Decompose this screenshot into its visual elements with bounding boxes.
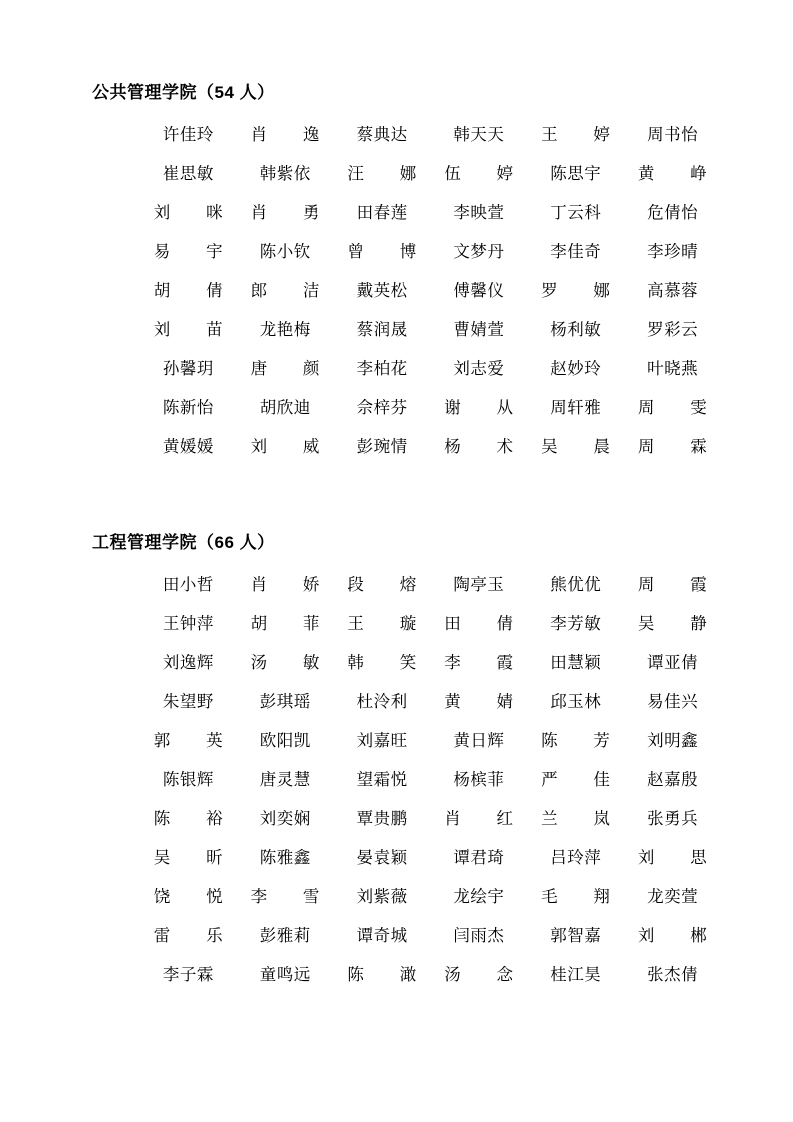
name-cell: 黄日辉 <box>453 731 505 750</box>
name-cell: 韩紫依 <box>259 164 311 183</box>
name-cell: 陈芳 <box>541 731 611 750</box>
name-cell: 胡欣迪 <box>259 398 311 417</box>
indent-cell <box>92 760 140 799</box>
table-row <box>92 916 721 955</box>
name-cell: 黄峥 <box>637 164 708 183</box>
name-cell: 唐灵慧 <box>259 770 311 789</box>
name-cell: 覃贵鹏 <box>356 809 408 828</box>
name-cell: 田小哲 <box>162 575 214 594</box>
name-cell: 危倩怡 <box>647 203 699 222</box>
name-cell: 黄媛媛 <box>162 437 214 456</box>
name-cell: 王钟萍 <box>162 614 214 633</box>
name-cell: 彭琪瑶 <box>259 692 311 711</box>
name-cell: 刘志爱 <box>453 359 505 378</box>
name-cell: 吴晨 <box>541 437 611 456</box>
indent-cell <box>92 799 140 838</box>
name-cell: 周轩雅 <box>550 398 602 417</box>
indent-cell <box>92 682 140 721</box>
name-cell: 周书怡 <box>647 125 699 144</box>
name-cell: 孙馨玥 <box>162 359 214 378</box>
name-cell: 刘嘉旺 <box>356 731 408 750</box>
name-cell: 傅馨仪 <box>453 281 505 300</box>
name-cell: 丁云科 <box>550 203 602 222</box>
name-cell: 田慧颖 <box>550 653 602 672</box>
table-row <box>92 760 721 799</box>
table-row <box>92 643 721 682</box>
name-cell: 陈思宇 <box>550 164 602 183</box>
name-cell: 李子霖 <box>162 965 214 984</box>
name-cell: 龙绘宇 <box>453 887 505 906</box>
name-cell: 陈裕 <box>153 809 224 828</box>
name-cell: 汪娜 <box>347 164 417 183</box>
table-row <box>92 721 721 760</box>
table-row <box>92 427 721 466</box>
name-cell: 杨利敏 <box>550 320 602 339</box>
table-row <box>92 799 721 838</box>
name-cell: 望霜悦 <box>356 770 408 789</box>
name-cell: 杨槟菲 <box>453 770 505 789</box>
indent-cell <box>92 916 140 955</box>
table-row <box>92 310 721 349</box>
name-cell: 肖娇 <box>250 575 320 594</box>
table-row <box>92 877 721 916</box>
name-cell: 郭英 <box>153 731 224 750</box>
name-cell: 佘梓芬 <box>356 398 408 417</box>
name-cell: 李柏花 <box>356 359 408 378</box>
name-cell: 易佳兴 <box>647 692 699 711</box>
name-cell: 王璇 <box>347 614 417 633</box>
name-cell: 肖勇 <box>250 203 320 222</box>
section-engineering-management <box>92 528 721 994</box>
name-cell: 蔡润晟 <box>356 320 408 339</box>
table-row <box>92 154 721 193</box>
indent-cell <box>92 604 140 643</box>
table-row <box>92 838 721 877</box>
name-cell: 刘苗 <box>153 320 224 339</box>
indent-cell <box>92 193 140 232</box>
name-cell: 欧阳凯 <box>259 731 311 750</box>
name-cell: 陈银辉 <box>162 770 214 789</box>
name-cell: 文梦丹 <box>453 242 505 261</box>
name-cell: 段熔 <box>347 575 417 594</box>
name-cell: 罗娜 <box>541 281 611 300</box>
name-cell: 郎洁 <box>250 281 320 300</box>
table-row <box>92 349 721 388</box>
indent-cell <box>92 271 140 310</box>
indent-cell <box>92 643 140 682</box>
table-row <box>92 604 721 643</box>
name-cell: 刘咪 <box>153 203 224 222</box>
table-row <box>92 682 721 721</box>
indent-cell <box>92 388 140 427</box>
name-cell: 曹婧萱 <box>453 320 505 339</box>
indent-cell <box>92 232 140 271</box>
name-cell: 叶晓燕 <box>647 359 699 378</box>
name-cell: 陈雅鑫 <box>259 848 311 867</box>
name-cell: 桂江昊 <box>550 965 602 984</box>
name-cell: 许佳玲 <box>162 125 214 144</box>
name-cell: 肖逸 <box>250 125 320 144</box>
name-cell: 陶亭玉 <box>453 575 505 594</box>
name-cell: 饶悦 <box>153 887 224 906</box>
name-cell: 陈小钦 <box>259 242 311 261</box>
name-cell: 闫雨杰 <box>453 926 505 945</box>
name-cell: 吴静 <box>637 614 708 633</box>
name-cell: 李佳奇 <box>550 242 602 261</box>
name-cell: 朱望野 <box>162 692 214 711</box>
indent-cell <box>92 310 140 349</box>
table-row <box>92 193 721 232</box>
name-cell: 汤敏 <box>250 653 320 672</box>
name-cell: 王婷 <box>541 125 611 144</box>
name-cell: 谭亚倩 <box>647 653 699 672</box>
name-cell: 刘思 <box>637 848 708 867</box>
indent-cell <box>92 838 140 877</box>
name-cell: 周霞 <box>637 575 708 594</box>
name-table-body <box>92 115 721 466</box>
name-table <box>92 565 721 994</box>
name-cell: 谭奇城 <box>356 926 408 945</box>
name-cell: 胡菲 <box>250 614 320 633</box>
name-cell: 李雪 <box>250 887 320 906</box>
name-cell: 张杰倩 <box>647 965 699 984</box>
name-cell: 赵嘉殷 <box>647 770 699 789</box>
indent-cell <box>92 955 140 994</box>
table-row <box>92 565 721 604</box>
name-cell: 周雯 <box>637 398 708 417</box>
section-spacer <box>92 466 721 528</box>
name-cell: 童鸣远 <box>259 965 311 984</box>
name-cell: 龙奕萱 <box>647 887 699 906</box>
name-cell: 易宇 <box>153 242 224 261</box>
indent-cell <box>92 565 140 604</box>
name-cell: 唐颜 <box>250 359 320 378</box>
name-cell: 肖红 <box>444 809 514 828</box>
indent-cell <box>92 427 140 466</box>
indent-cell <box>92 721 140 760</box>
indent-cell <box>92 154 140 193</box>
table-row <box>92 232 721 271</box>
name-cell: 伍婷 <box>444 164 514 183</box>
name-cell: 田春莲 <box>356 203 408 222</box>
indent-cell <box>92 877 140 916</box>
name-cell: 雷乐 <box>153 926 224 945</box>
name-cell: 崔思敏 <box>162 164 214 183</box>
name-cell: 晏袁颖 <box>356 848 408 867</box>
name-cell: 吴昕 <box>153 848 224 867</box>
name-cell: 邱玉林 <box>550 692 602 711</box>
name-cell: 刘逸辉 <box>162 653 214 672</box>
name-cell: 刘奕娴 <box>259 809 311 828</box>
name-cell: 彭琬情 <box>356 437 408 456</box>
name-cell: 高慕蓉 <box>647 281 699 300</box>
indent-cell <box>92 349 140 388</box>
indent-cell <box>92 115 140 154</box>
name-cell: 李芳敏 <box>550 614 602 633</box>
name-cell: 李霞 <box>444 653 514 672</box>
table-row <box>92 115 721 154</box>
name-cell: 胡倩 <box>153 281 224 300</box>
name-cell: 谢从 <box>444 398 514 417</box>
name-cell: 吕玲萍 <box>550 848 602 867</box>
name-table <box>92 115 721 466</box>
section-public-administration <box>92 78 721 466</box>
name-cell: 刘紫薇 <box>356 887 408 906</box>
name-cell: 陈澉 <box>347 965 417 984</box>
name-cell: 谭君琦 <box>453 848 505 867</box>
section-title: 工程管理学院（66 人） <box>92 533 275 552</box>
name-cell: 汤念 <box>444 965 514 984</box>
name-cell: 刘威 <box>250 437 320 456</box>
name-cell: 韩天天 <box>453 125 505 144</box>
name-cell: 蔡典达 <box>356 125 408 144</box>
name-cell: 严佳 <box>541 770 611 789</box>
name-cell: 毛翔 <box>541 887 611 906</box>
name-cell: 赵妙玲 <box>550 359 602 378</box>
name-cell: 黄婧 <box>444 692 514 711</box>
section-title: 公共管理学院（54 人） <box>92 83 275 102</box>
name-cell: 龙艳梅 <box>259 320 311 339</box>
table-row <box>92 271 721 310</box>
name-cell: 杜泠利 <box>356 692 408 711</box>
name-cell: 杨术 <box>444 437 514 456</box>
name-cell: 曾博 <box>347 242 417 261</box>
name-cell: 熊优优 <box>550 575 602 594</box>
name-cell: 兰岚 <box>541 809 611 828</box>
name-cell: 刘郴 <box>637 926 708 945</box>
name-cell: 戴英松 <box>356 281 408 300</box>
name-cell: 罗彩云 <box>647 320 699 339</box>
name-cell: 陈新怡 <box>162 398 214 417</box>
name-cell: 韩笑 <box>347 653 417 672</box>
name-cell: 田倩 <box>444 614 514 633</box>
table-row <box>92 388 721 427</box>
table-row <box>92 955 721 994</box>
name-cell: 彭雅莉 <box>259 926 311 945</box>
name-cell: 张勇兵 <box>647 809 699 828</box>
name-cell: 郭智嘉 <box>550 926 602 945</box>
name-cell: 李珍晴 <box>647 242 699 261</box>
name-cell: 周霖 <box>637 437 708 456</box>
name-cell: 刘明鑫 <box>647 731 699 750</box>
name-table-body <box>92 565 721 994</box>
name-cell: 李映萱 <box>453 203 505 222</box>
